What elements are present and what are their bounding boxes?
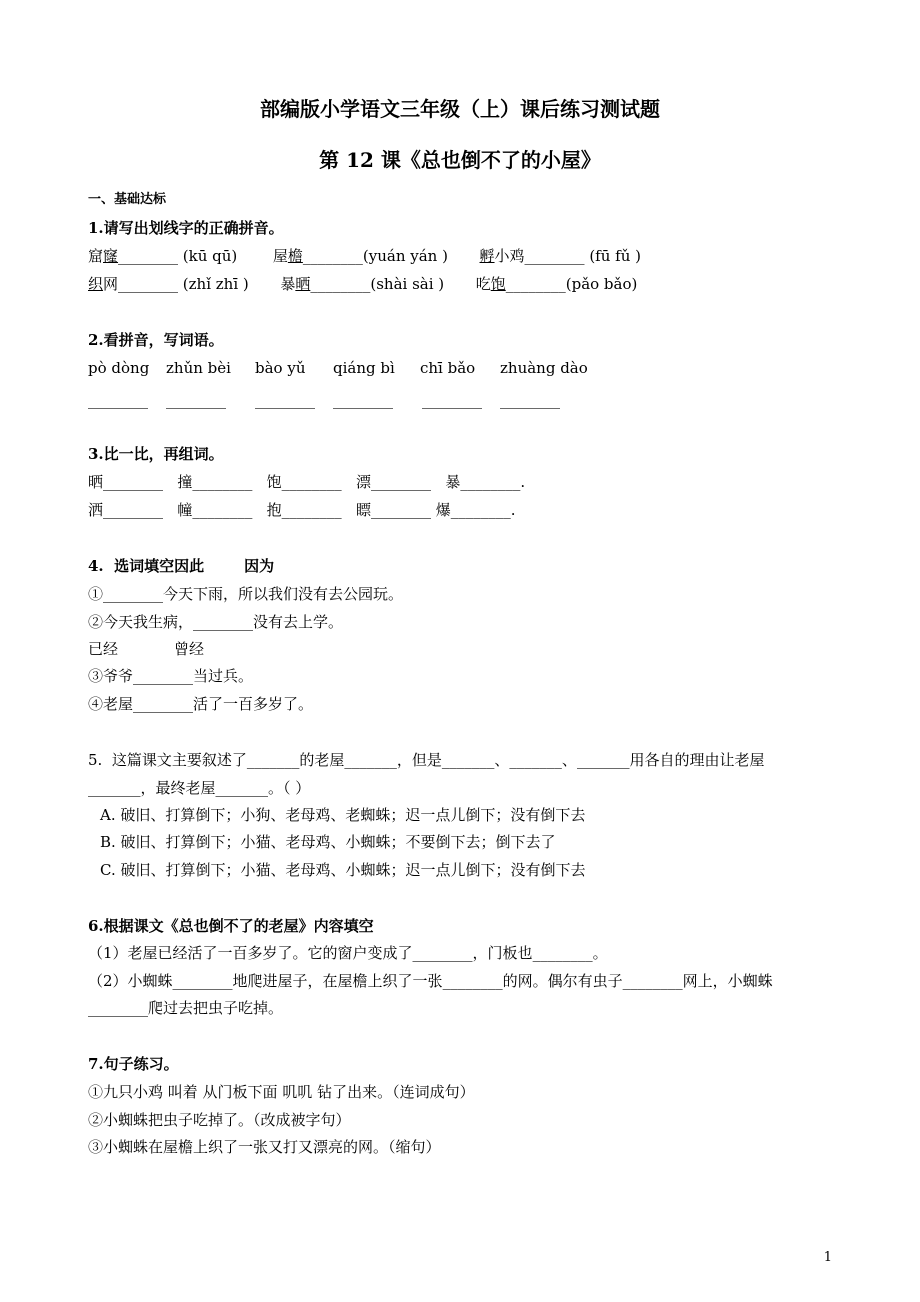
q7-line2: ②小蜘蛛把虫子吃掉了。（改成被字句） [88,1111,351,1129]
answer-blank[interactable]: ________ [500,391,560,409]
q4-line1: ①________今天下雨，所以我们没有去公园玩。 [88,585,404,603]
q3-heading: 3.比一比，再组词。 [88,445,224,463]
answer-blank[interactable]: ________ [166,391,226,409]
answer-blank[interactable]: ________ [422,391,482,409]
q2-heading: 2.看拼音，写词语。 [88,331,224,349]
answer-blank[interactable]: _______ [246,751,300,769]
q4-options: 已经 曾经 [88,640,205,658]
answer-blank[interactable]: _______ [509,751,562,769]
answer-blank[interactable]: ________ [193,613,254,631]
q6-line2: （2）小蜘蛛________地爬进屋子，在屋檐上织了一张________的网。偶尔有虫子________网上，小蜘蛛 [88,972,773,990]
answer-blank[interactable]: ________ [450,501,511,519]
q4-line4: ④老屋________活了一百多岁了。 [88,695,314,713]
answer-blank[interactable]: ________ [371,501,431,519]
answer-blank[interactable]: ________ [281,501,342,519]
q5-line2: _______，最终老屋_______。（ ） [88,779,311,797]
answer-blank[interactable]: ________ [333,391,393,409]
q6-line3: ________爬过去把虫子吃掉。 [88,999,284,1017]
q2-blanks-row [88,390,560,410]
answer-blank[interactable]: ________ [118,247,179,265]
q1-heading: 1.请写出划线字的正确拼音。 [88,219,284,237]
q5-option-a[interactable]: A. 破旧、打算倒下；小狗、老母鸡、老蜘蛛；迟一点儿倒下；没有倒下去 [100,806,586,824]
q4-heading: 4. 选词填空因此 因为 [88,557,275,575]
answer-blank[interactable]: ________ [192,501,253,519]
answer-blank[interactable]: ________ [172,972,233,990]
lesson-title: 第 12 课《总也倒不了的小屋》 [319,148,601,172]
answer-blank[interactable]: _______ [215,779,269,797]
q5-line1: 5. 这篇课文主要叙述了_______的老屋_______，但是_______、_______、_______用各自的理由让老屋 [88,751,765,769]
page-title: 部编版小学语文三年级（上）课后练习测试题 [260,97,660,121]
answer-blank[interactable]: ________ [442,972,503,990]
q5-option-c[interactable]: C. 破旧、打算倒下；小猫、老母鸡、小蜘蛛；迟一点儿倒下；没有倒下去 [100,861,586,879]
q7-heading: 7.句子练习。 [88,1055,179,1073]
answer-blank[interactable]: ________ [412,944,473,962]
answer-blank[interactable]: ________ [88,391,148,409]
answer-blank[interactable]: ________ [103,473,164,491]
section-heading: 一、基础达标 [88,192,167,207]
answer-blank[interactable]: ________ [103,585,164,603]
answer-blank[interactable]: ________ [532,944,593,962]
answer-blank[interactable]: ________ [118,275,179,293]
answer-blank[interactable]: ________ [371,473,431,491]
answer-blank[interactable]: ________ [255,391,315,409]
answer-blank[interactable]: ________ [302,247,363,265]
q6-heading: 6.根据课文《总也倒不了的老屋》内容填空 [88,917,374,935]
q1-row1: 窟窿________ (kū qū) 屋檐________(yuán yán ) 孵小鸡________ (fū fǔ ) [88,247,641,265]
q3-row2: 洒________ 幢________ 抱________ 瞟________ 爆________. [88,501,516,519]
q4-line3: ③爷爷________当过兵。 [88,667,254,685]
answer-blank[interactable]: _______ [576,751,630,769]
answer-blank[interactable]: ________ [310,275,371,293]
answer-blank[interactable]: ________ [133,667,194,685]
answer-blank[interactable]: ________ [524,247,585,265]
answer-blank[interactable]: ________ [505,275,566,293]
q3-row1: 晒________ 撞________ 饱________ 漂________ 暴________. [88,473,526,491]
q1-row2: 织网________ (zhǐ zhī ) 暴晒________(shài sài ) 吃饱________(pǎo bǎo) [88,275,638,293]
q7-line1: ①九只小鸡 叫着 从门板下面 叽叽 钻了出来。（连词成句） [88,1083,475,1101]
answer-blank[interactable]: ________ [133,695,194,713]
answer-blank[interactable]: _______ [88,779,141,797]
q7-line3: ③小蜘蛛在屋檐上织了一张又打又漂亮的网。（缩句） [88,1138,441,1156]
answer-blank[interactable]: _______ [344,751,397,769]
q2-pinyin-row: pò dòng zhǔn bèi bào yǔ qiáng bì chī bǎo zhuàng dào [88,359,588,377]
answer-blank[interactable]: ________ [88,999,148,1017]
q5-option-b[interactable]: B. 破旧、打算倒下；小猫、老母鸡、小蜘蛛；不要倒下去；倒下去了 [100,833,556,851]
q4-line2: ②今天我生病，________没有去上学。 [88,613,344,631]
answer-blank[interactable]: ________ [281,473,342,491]
q6-line1: （1）老屋已经活了一百多岁了。它的窗户变成了________，门板也________。 [88,944,608,962]
answer-blank[interactable]: ________ [103,501,164,519]
answer-blank[interactable]: ________ [622,972,683,990]
answer-blank[interactable]: _______ [441,751,495,769]
page-number: 1 [823,1250,832,1265]
answer-blank[interactable]: ________ [192,473,253,491]
answer-blank[interactable]: ________ [460,473,521,491]
